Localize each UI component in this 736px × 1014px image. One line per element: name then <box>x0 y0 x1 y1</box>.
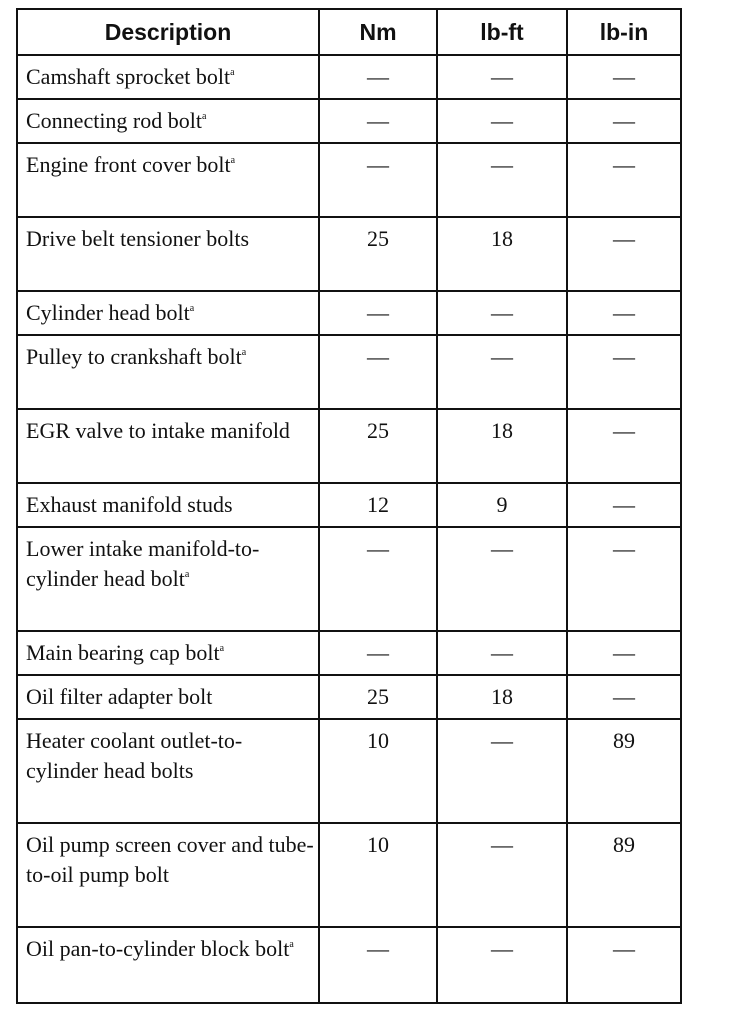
nm-value-cell: — <box>319 143 437 217</box>
table-row <box>17 527 681 631</box>
lb-in-value-cell: — <box>567 335 681 409</box>
nm-value-cell: — <box>319 99 437 143</box>
description-cell <box>17 823 319 927</box>
lb-ft-value-cell: — <box>437 99 567 143</box>
lb-ft-value-cell: — <box>437 335 567 409</box>
description-text: Heater coolant outlet-to-cylinder head bolts <box>26 728 243 783</box>
table-row <box>17 927 681 1003</box>
lb-ft-value-cell: — <box>437 631 567 675</box>
footnote-marker: a <box>230 155 236 166</box>
footnote-marker: a <box>189 303 195 314</box>
lb-in-value-cell: — <box>567 143 681 217</box>
table-row <box>17 823 681 927</box>
description-cell <box>17 719 319 823</box>
header-nm: Nm <box>319 9 437 55</box>
lb-in-value-cell: — <box>567 527 681 631</box>
header-lb-ft: lb-ft <box>437 9 567 55</box>
nm-value-cell: 25 <box>319 217 437 291</box>
nm-value-cell: — <box>319 291 437 335</box>
table-row <box>17 719 681 823</box>
nm-value-cell: — <box>319 927 437 1003</box>
description-text: Pulley to crankshaft bolt <box>26 344 242 369</box>
footnote-marker: a <box>289 939 294 950</box>
lb-in-value-cell: 89 <box>567 823 681 927</box>
description-text: Drive belt tensioner bolts <box>26 226 250 251</box>
lb-in-value-cell: 89 <box>567 719 681 823</box>
lb-ft-value-cell: — <box>437 143 567 217</box>
table-row <box>17 483 681 527</box>
lb-in-value-cell: — <box>567 927 681 1003</box>
lb-in-value-cell: — <box>567 217 681 291</box>
nm-value-cell: 25 <box>319 409 437 483</box>
lb-in-value-cell: — <box>567 99 681 143</box>
lb-ft-value-cell: 9 <box>437 483 567 527</box>
lb-ft-value-cell: — <box>437 823 567 927</box>
header-row <box>17 9 681 55</box>
description-cell <box>17 291 319 335</box>
nm-value-cell: 12 <box>319 483 437 527</box>
table-row <box>17 217 681 291</box>
description-cell <box>17 409 319 483</box>
footnote-marker: a <box>184 569 190 580</box>
description-text: Connecting rod bolt <box>26 108 202 133</box>
nm-value-cell: 25 <box>319 675 437 719</box>
lb-in-value-cell: — <box>567 291 681 335</box>
description-text: Oil pump screen cover and tube-to-oil pump bolt <box>26 832 314 887</box>
lb-in-value-cell: — <box>567 631 681 675</box>
table-row <box>17 631 681 675</box>
table-row <box>17 99 681 143</box>
table-row <box>17 409 681 483</box>
description-cell <box>17 55 319 99</box>
description-text: Exhaust manifold studs <box>26 492 233 517</box>
lb-ft-value-cell: — <box>437 927 567 1003</box>
nm-value-cell: — <box>319 631 437 675</box>
description-cell <box>17 675 319 719</box>
description-cell <box>17 99 319 143</box>
description-text: Engine front cover bolt <box>26 152 231 177</box>
lb-in-value-cell: — <box>567 675 681 719</box>
footnote-marker: a <box>241 347 247 358</box>
description-cell <box>17 631 319 675</box>
nm-value-cell: — <box>319 335 437 409</box>
lb-in-value-cell: — <box>567 409 681 483</box>
nm-value-cell: 10 <box>319 823 437 927</box>
table-row <box>17 291 681 335</box>
description-cell <box>17 483 319 527</box>
description-cell <box>17 527 319 631</box>
table-row <box>17 143 681 217</box>
description-text: EGR valve to intake manifold <box>26 418 290 443</box>
header-lb-in: lb-in <box>567 9 681 55</box>
lb-in-value-cell: — <box>567 55 681 99</box>
description-text: Camshaft sprocket bolt <box>26 64 231 89</box>
nm-value-cell: — <box>319 55 437 99</box>
lb-ft-value-cell: 18 <box>437 675 567 719</box>
lb-ft-value-cell: 18 <box>437 217 567 291</box>
lb-ft-value-cell: — <box>437 527 567 631</box>
lb-ft-value-cell: — <box>437 291 567 335</box>
description-cell <box>17 143 319 217</box>
footnote-marker: a <box>201 111 207 122</box>
torque-spec-table <box>16 8 682 1004</box>
lb-in-value-cell: — <box>567 483 681 527</box>
lb-ft-value-cell: — <box>437 719 567 823</box>
description-text: Cylinder head bolt <box>26 300 190 325</box>
description-text: Main bearing cap bolt <box>26 640 220 665</box>
table-row <box>17 335 681 409</box>
table-row <box>17 55 681 99</box>
footnote-marker: a <box>230 67 235 78</box>
description-cell <box>17 927 319 1003</box>
header-description: Description <box>17 9 319 55</box>
description-text: Oil pan-to-cylinder block bolt <box>26 936 290 961</box>
description-cell <box>17 217 319 291</box>
nm-value-cell: — <box>319 527 437 631</box>
description-text: Lower intake manifold-to-cylinder head bolt <box>26 536 260 591</box>
lb-ft-value-cell: — <box>437 55 567 99</box>
nm-value-cell: 10 <box>319 719 437 823</box>
table-row <box>17 675 681 719</box>
footnote-marker: a <box>219 643 225 654</box>
lb-ft-value-cell: 18 <box>437 409 567 483</box>
description-cell <box>17 335 319 409</box>
description-text: Oil filter adapter bolt <box>26 684 213 709</box>
